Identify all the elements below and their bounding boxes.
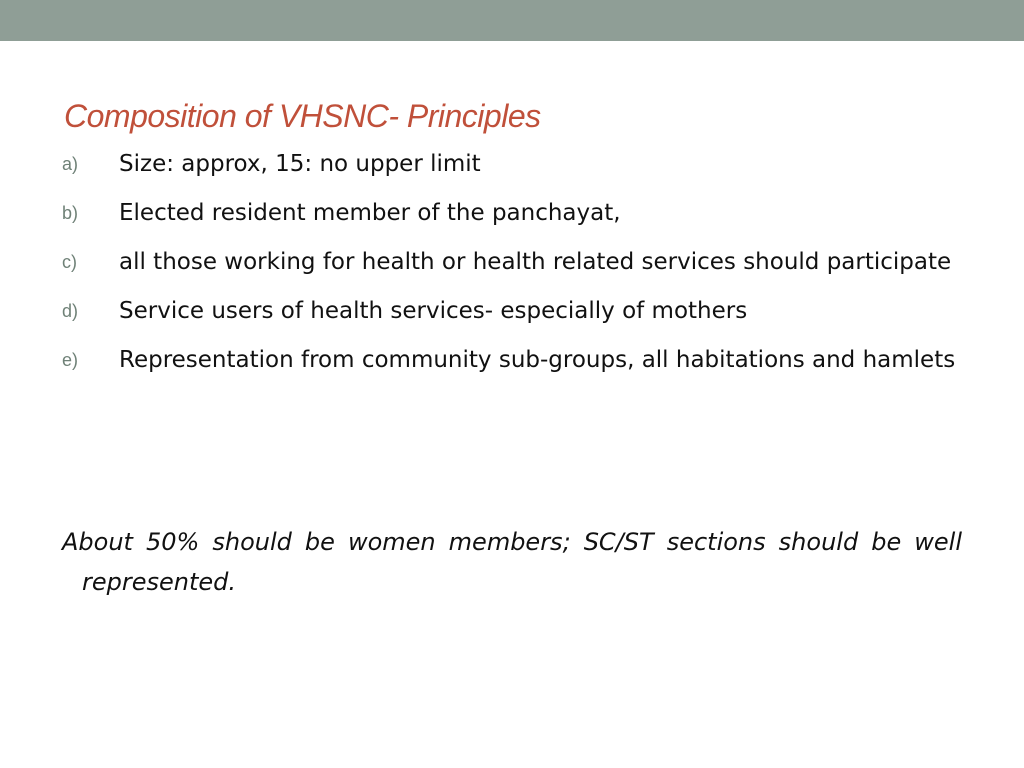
list-item — [62, 340, 962, 380]
list-marker: d) — [62, 301, 79, 321]
list-marker: c) — [62, 252, 77, 272]
principles-list — [62, 144, 962, 389]
slide-note — [62, 522, 962, 602]
list-item — [62, 242, 962, 282]
top-band — [0, 0, 1024, 41]
list-item-text: Service users of health services- especially of mothers — [119, 298, 748, 324]
list-item — [62, 144, 962, 184]
list-item-text: Representation from community sub-groups, all habitations and hamlets — [119, 347, 956, 373]
list-marker: b) — [62, 203, 79, 223]
note-text: About 50% should be women members; SC/ST sections should be well represented. — [62, 528, 962, 596]
list-item-text: Elected resident member of the panchayat, — [119, 200, 621, 226]
slide-title: Composition of VHSNC- Principles — [64, 98, 541, 134]
list-item — [62, 193, 962, 233]
list-marker: a) — [62, 154, 79, 174]
list-item-text: Size: approx, 15: no upper limit — [119, 151, 481, 177]
list-item — [62, 291, 962, 331]
list-item-text: all those working for health or health related services should participate — [119, 249, 952, 275]
list-marker: e) — [62, 350, 79, 370]
